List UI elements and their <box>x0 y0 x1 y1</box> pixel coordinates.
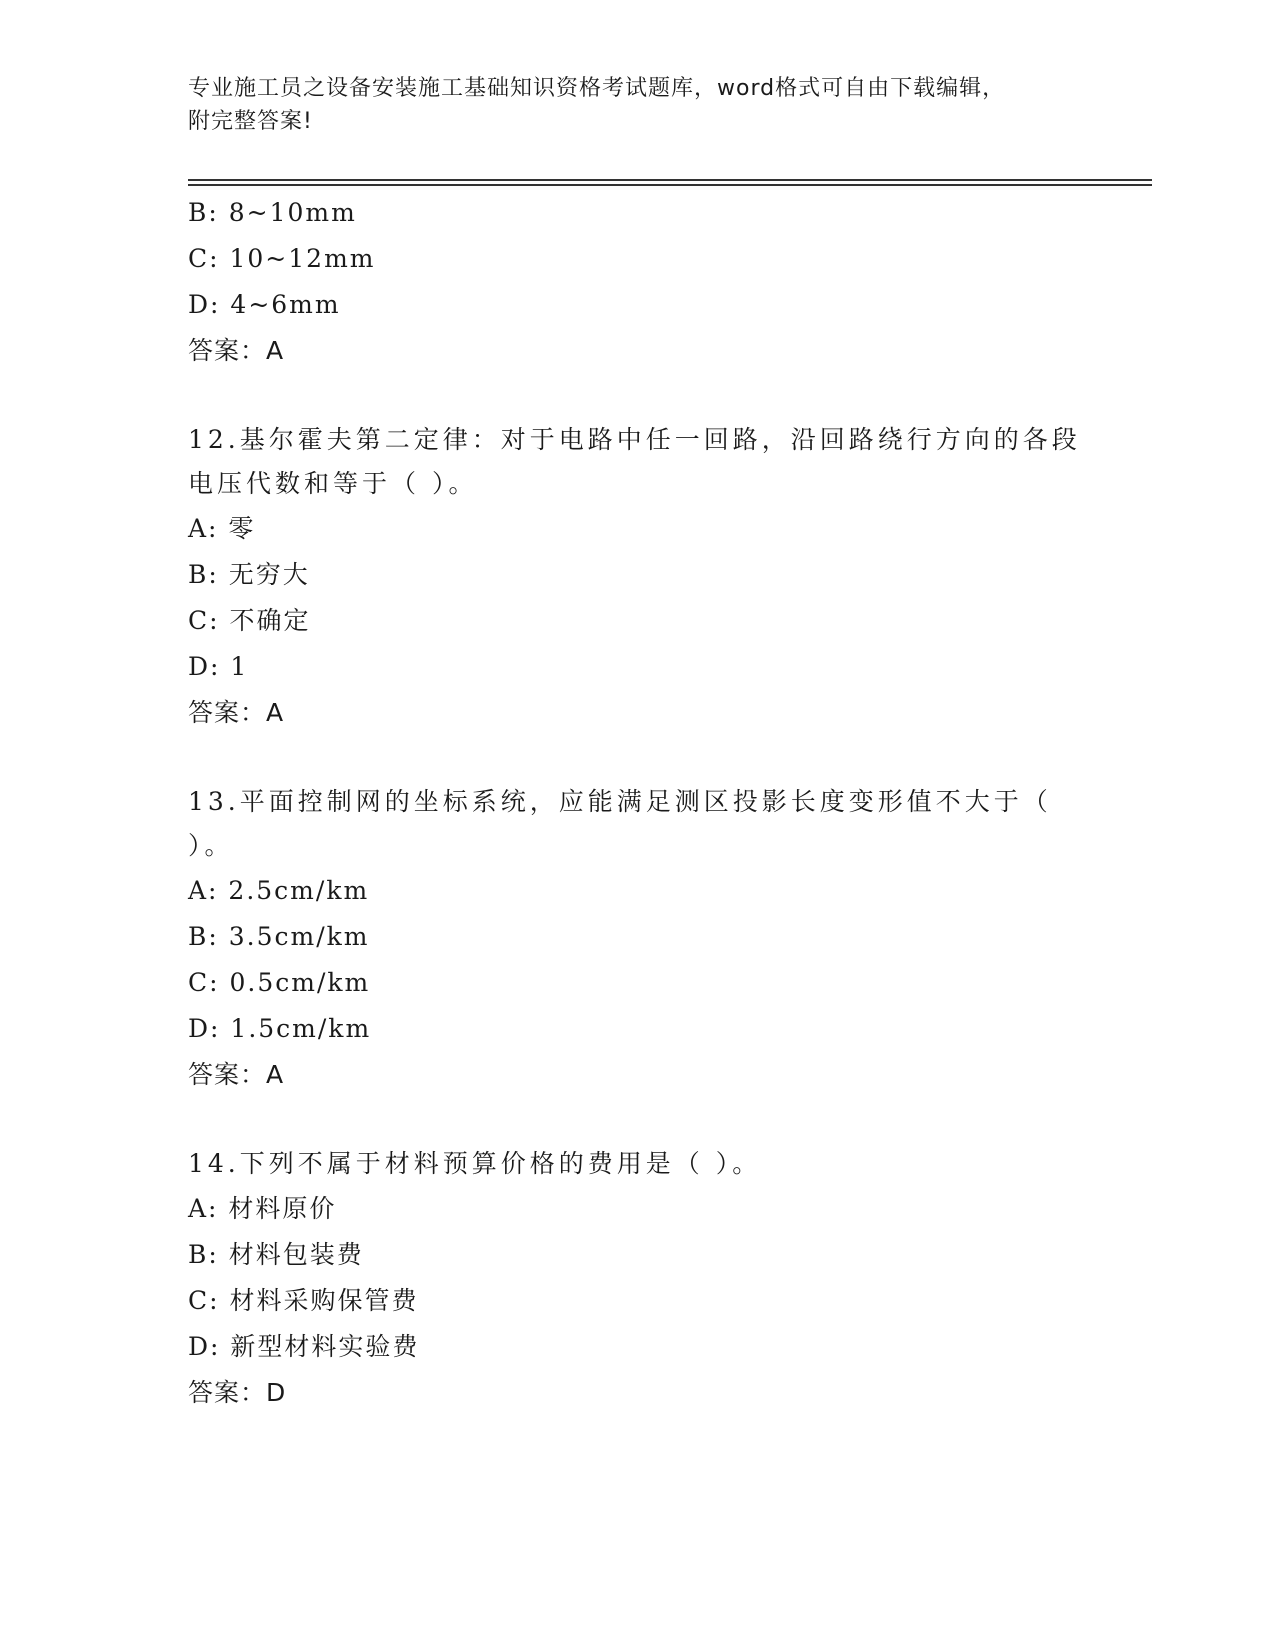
option-a: A: 2.5cm/km <box>188 876 370 905</box>
answer: 答案：A <box>188 1060 285 1089</box>
option-b: B: 3.5cm/km <box>188 922 370 951</box>
header-line-2: 附完整答案! <box>188 109 313 134</box>
option-c: C: 0.5cm/km <box>188 968 371 997</box>
spacer <box>188 1098 1088 1142</box>
option-d: D: 新型材料实验费 <box>188 1332 420 1361</box>
question-stem-line-1: 13.平面控制网的坐标系统，应能满足测区投影长度变形值不大于（ <box>188 787 1052 816</box>
option-c: C: 10~12mm <box>188 244 376 273</box>
option-b: B: 材料包装费 <box>188 1240 364 1269</box>
header-line-1: 专业施工员之设备安装施工基础知识资格考试题库，word格式可自由下载编辑， <box>188 76 1006 101</box>
question-stem-line-2: ）。 <box>188 831 234 860</box>
option-d: D: 1.5cm/km <box>188 1014 372 1043</box>
option-c: C: 不确定 <box>188 606 311 635</box>
document-header <box>188 72 1088 138</box>
option-a: A: 零 <box>188 514 256 543</box>
answer: 答案：D <box>188 1378 287 1407</box>
answer: 答案：A <box>188 698 285 727</box>
spacer <box>188 736 1088 780</box>
option-b: B: 无穷大 <box>188 560 310 589</box>
option-b: B: 8~10mm <box>188 198 357 227</box>
option-c: C: 材料采购保管费 <box>188 1286 419 1315</box>
question-stem-line-1: 14.下列不属于材料预算价格的费用是（ ）。 <box>188 1149 762 1178</box>
question-stem-line-2: 电压代数和等于（ ）。 <box>188 469 478 498</box>
header-divider-bottom <box>188 184 1152 186</box>
question-12 <box>188 418 1088 736</box>
question-stem-line-1: 12.基尔霍夫第二定律：对于电路中任一回路，沿回路绕行方向的各段 <box>188 425 1081 454</box>
question-13 <box>188 780 1088 1098</box>
option-d: D: 1 <box>188 652 249 681</box>
answer: 答案：A <box>188 336 285 365</box>
option-d: D: 4~6mm <box>188 290 341 319</box>
spacer <box>188 374 1088 418</box>
header-divider-top <box>188 179 1152 181</box>
question-14 <box>188 1142 1088 1416</box>
option-a: A: 材料原价 <box>188 1194 337 1223</box>
question-list <box>188 190 1088 1416</box>
question-11 <box>188 190 1088 374</box>
